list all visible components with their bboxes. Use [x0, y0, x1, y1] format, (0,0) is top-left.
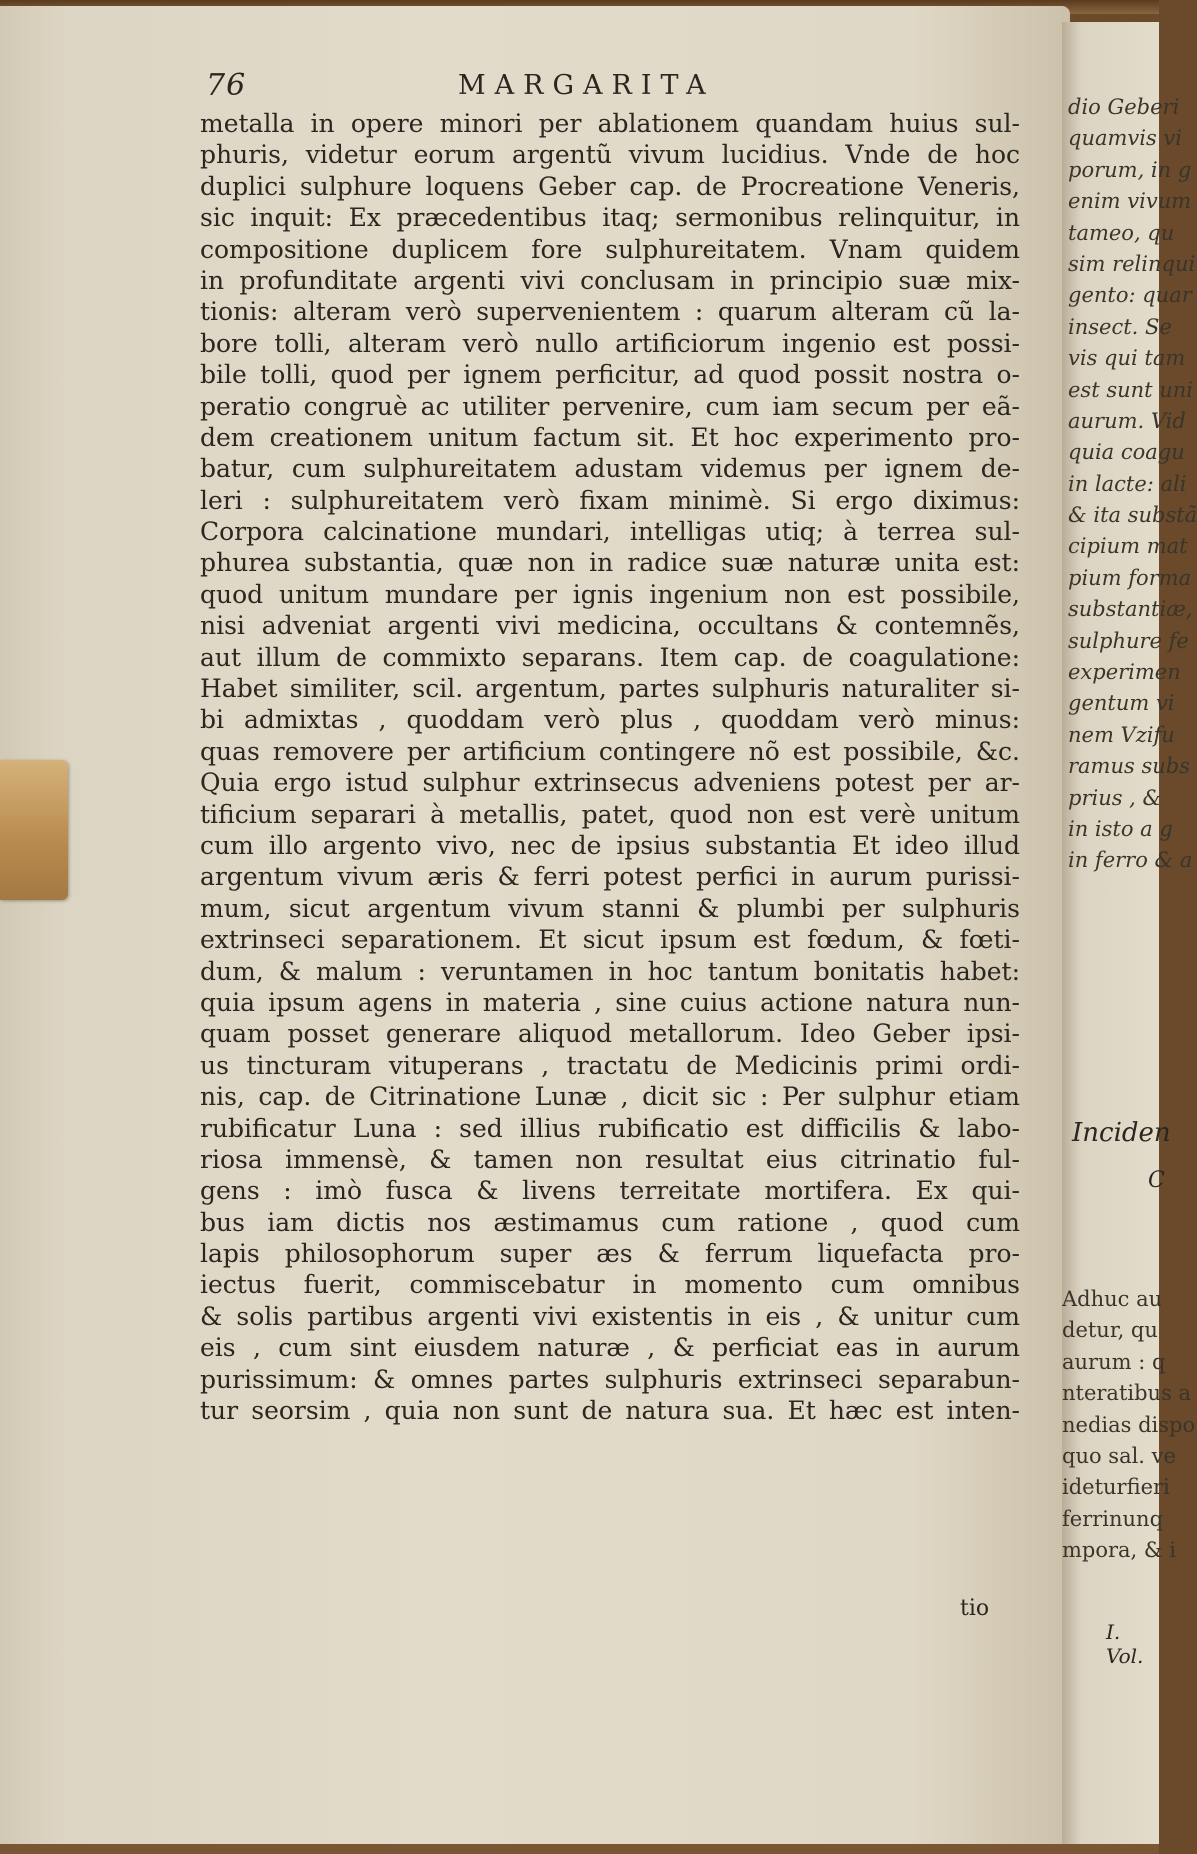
page-header — [198, 68, 1028, 108]
text-line: in profunditate argenti vivi conclusam in principio suæ mix- — [200, 265, 1020, 295]
text-line: dum, & malum : veruntamen in hoc tantum bonitatis habet: — [200, 956, 1020, 986]
facing-text-line: in isto a g — [1068, 816, 1173, 841]
facing-text-line: pium forma — [1068, 565, 1192, 590]
facing-page-text-lower — [1062, 1284, 1196, 1567]
facing-text-line: vis qui tam — [1068, 346, 1186, 371]
text-line: tionis: alteram verò supervenientem : quarum alteram cũ la- — [200, 297, 1020, 327]
facing-text-line: porum, in g — [1068, 157, 1192, 182]
facing-text-line: ramus subs — [1068, 754, 1190, 779]
text-line: batur, cum sulphureitatem adustam videmus per ignem de- — [200, 454, 1020, 484]
facing-text-line: cipium mat — [1068, 534, 1188, 559]
facing-text-line: gentum vi — [1068, 691, 1175, 716]
text-line: bus iam dictis nos æstimamus cum ratione , quod cum — [200, 1207, 1020, 1237]
text-line: Habet similiter, scil. argentum, partes sulphuris naturaliter si- — [200, 674, 1020, 704]
catchword: tio — [960, 1596, 990, 1621]
facing-text-line: detur, qu — [1062, 1318, 1158, 1343]
facing-text-line: prius , & — [1068, 785, 1162, 810]
facing-text-line: & ita substã — [1068, 503, 1197, 528]
text-line: aut illum de commixto separans. Item cap. de coagulatione: — [200, 642, 1020, 672]
text-line: tur seorsim , quia non sunt de natura sua. Et hæc est inten- — [200, 1396, 1020, 1426]
facing-text-line: substantiæ, — [1068, 597, 1193, 622]
facing-page-heading: Inciden — [1072, 1118, 1171, 1148]
page-number: 76 — [206, 68, 247, 103]
text-line: leri : sulphureitatem verò fixam minimè. Si ergo diximus: — [200, 485, 1020, 515]
text-line: eis , cum sint eiusdem naturæ , & perficiat eas in aurum — [200, 1333, 1020, 1363]
text-line: phurea substantia, quæ non in radice suæ naturæ unita est: — [200, 548, 1020, 578]
running-head: MARGARITA — [458, 70, 715, 101]
text-line: mum, sicut argentum vivum stanni & plumbi per sulphuris — [200, 893, 1020, 923]
facing-text-line: experimen — [1068, 660, 1181, 685]
text-line: peratio congruè ac utiliter pervenire, cum iam secum per eã- — [200, 391, 1020, 421]
facing-page-signature: I. Vol. — [1106, 1620, 1144, 1668]
facing-text-line: quamvis vi — [1068, 126, 1183, 151]
text-line: duplici sulphure loquens Geber cap. de Procreatione Veneris, — [200, 171, 1020, 201]
text-line: quia ipsum agens in materia , sine cuius actione natura nun- — [200, 987, 1020, 1017]
text-line: quam posset generare aliquod metallorum. Ideo Geber ipsi- — [200, 1019, 1020, 1049]
text-line: rubificatur Luna : sed illius rubificatio est difficilis & labo- — [200, 1113, 1020, 1143]
text-line: bile tolli, quod per ignem perficitur, ad quod possit nostra o- — [200, 360, 1020, 390]
text-line: dem creationem unitum factum sit. Et hoc experimento pro- — [200, 422, 1020, 452]
body-text — [200, 108, 1020, 1426]
text-line: lapis philosophorum super æs & ferrum liquefacta pro- — [200, 1239, 1020, 1269]
text-line: nisi adveniat argenti vivi medicina, occultans & contemnẽs, — [200, 611, 1020, 641]
text-line: & solis partibus argenti vivi existentis in eis , & unitur cum — [200, 1301, 1020, 1331]
facing-page-text — [1068, 92, 1197, 877]
facing-text-line: nem Vzifu — [1068, 722, 1175, 747]
text-line: sic inquit: Ex præcedentibus itaq; sermonibus relinquitur, in — [200, 203, 1020, 233]
text-line: extrinseci separationem. Et sicut ipsum est fœdum, & fœti- — [200, 925, 1020, 955]
text-line: tificium separari à metallis, patet, quod non est verè unitum — [200, 799, 1020, 829]
text-line: quod unitum mundare per ignis ingenium non est possibile, — [200, 579, 1020, 609]
text-line: Corpora calcinatione mundari, intelligas utiq; à terrea sul- — [200, 517, 1020, 547]
text-line: riosa immensè, & tamen non resultat eius citrinatio ful- — [200, 1144, 1020, 1174]
facing-page-subheading: C — [1148, 1168, 1165, 1193]
text-line: gens : imò fusca & livens terreitate mortifera. Ex qui- — [200, 1176, 1020, 1206]
text-line: iectus fuerit, commiscebatur in momento cum omnibus — [200, 1270, 1020, 1300]
facing-text-line: mpora, & i — [1062, 1538, 1176, 1563]
facing-text-line: aurum : q — [1062, 1349, 1166, 1374]
text-line: us tincturam vituperans , tractatu de Medicinis primi ordi- — [200, 1050, 1020, 1080]
facing-text-line: Adhuc au — [1062, 1287, 1163, 1311]
text-line: bi admixtas , quoddam verò plus , quoddam verò minus: — [200, 705, 1020, 735]
facing-text-line: quo sal. ve — [1062, 1443, 1176, 1468]
book-bottom-edge — [0, 1844, 1159, 1854]
facing-text-line: dio Geberi — [1068, 95, 1180, 119]
text-line: quas removere per artificium contingere nõ est possibile, &c. — [200, 736, 1020, 766]
facing-text-line: ideturfieri — [1062, 1475, 1170, 1500]
facing-text-line: gento: quar — [1068, 283, 1192, 308]
facing-text-line: in ferro & a — [1068, 848, 1193, 873]
facing-text-line: in lacte: ali — [1068, 471, 1187, 496]
facing-text-line: est sunt uni — [1068, 377, 1194, 402]
text-line: Quia ergo istud sulphur extrinsecus adveniens potest per ar- — [200, 768, 1020, 798]
text-line: purissimum: & omnes partes sulphuris extrinseci separabun- — [200, 1364, 1020, 1394]
facing-text-line: aurum. Vid — [1068, 408, 1186, 433]
text-line: metalla in opere minori per ablationem quandam huius sul- — [200, 109, 1020, 138]
facing-text-line: tameo, qu — [1068, 220, 1175, 245]
bookmark-tab — [0, 760, 68, 900]
facing-text-line: nedias dispo — [1062, 1412, 1196, 1437]
text-line: argentum vivum æris & ferri potest perfici in aurum purissi- — [200, 862, 1020, 892]
text-line: phuris, videtur eorum argentũ vivum lucidius. Vnde de hoc — [200, 140, 1020, 170]
facing-text-line: ferrinunq — [1062, 1506, 1164, 1531]
text-line: compositione duplicem fore sulphureitatem. Vnam quidem — [200, 234, 1020, 264]
facing-text-line: enim vivum — [1068, 189, 1192, 214]
facing-text-line: sim relinqui — [1068, 251, 1196, 276]
text-line: cum illo argento vivo, nec de ipsius substantia Et ideo illud — [200, 830, 1020, 860]
text-line: bore tolli, alteram verò nullo artificiorum ingenio est possi- — [200, 328, 1020, 358]
facing-text-line: insect. Se — [1068, 314, 1172, 339]
text-line: nis, cap. de Citrinatione Lunæ , dicit sic : Per sulphur etiam — [200, 1082, 1020, 1112]
facing-text-line: quia coagu — [1068, 440, 1185, 465]
facing-text-line: nteratibus a — [1062, 1381, 1192, 1406]
facing-text-line: sulphure fe — [1068, 628, 1189, 653]
